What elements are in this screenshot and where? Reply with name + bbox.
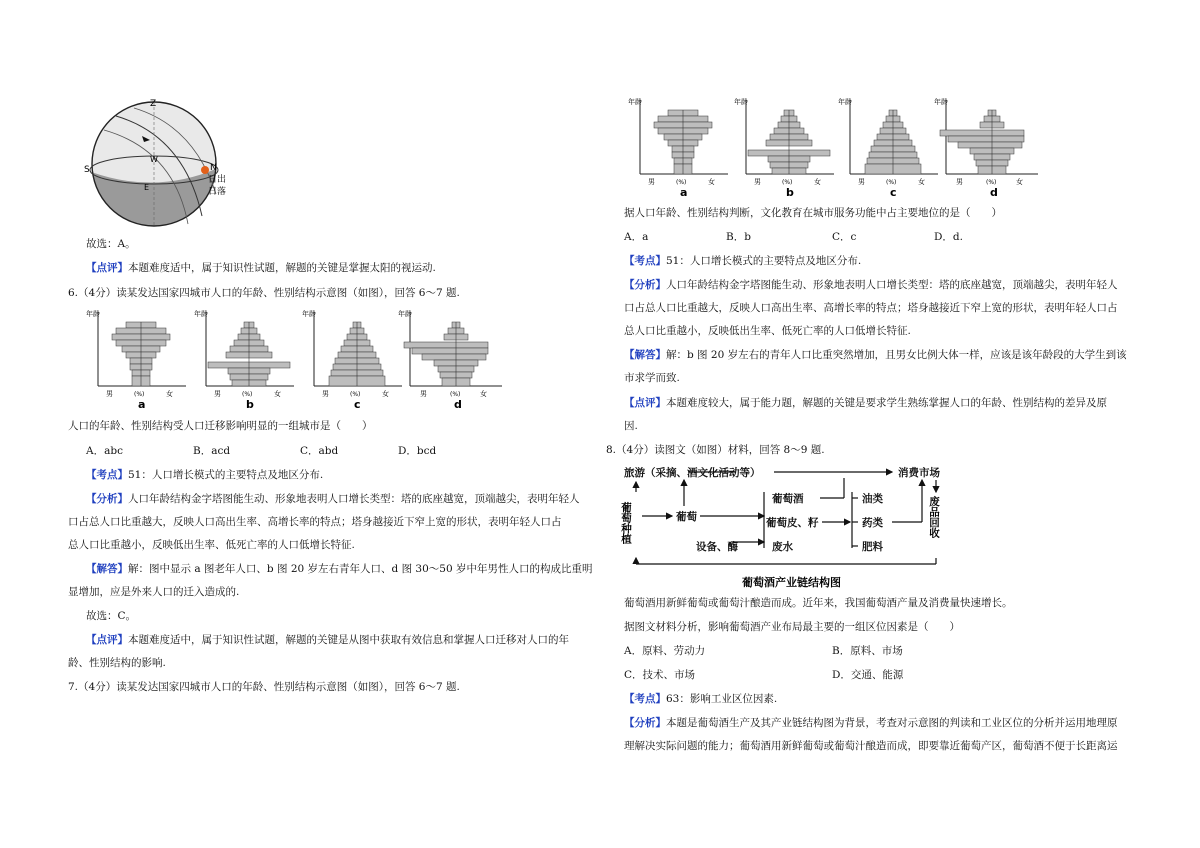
- svg-text:女: 女: [382, 390, 389, 398]
- svg-text:女: 女: [274, 390, 281, 398]
- q7-option-b: B．b: [726, 231, 751, 243]
- comment-tag: 【点评】: [624, 397, 666, 409]
- chain-wine: 葡萄酒: [772, 493, 804, 505]
- pyramid-c: [838, 97, 938, 199]
- svg-text:男: 男: [420, 390, 427, 398]
- svg-text:女: 女: [480, 390, 487, 398]
- q7-stem: 7.（4分）读某发达国家四城市人口的年龄、性别结构示意图（如图），回答 6～7 题.: [68, 681, 460, 693]
- q6-analysis-line-1: [86, 492, 580, 506]
- q6-option-a: A．abc: [86, 445, 123, 457]
- q7-solution-line-1: [624, 348, 1127, 362]
- pyramid-label-c: c: [890, 186, 897, 199]
- svg-text:(%): (%): [782, 179, 793, 186]
- wine-industry-chain-diagram: [620, 462, 954, 590]
- point-tag: 【考点】: [624, 693, 666, 705]
- comment-text: 本题难度较大，属于能力题，解题的关键是要求学生熟练掌握人口的年龄、性别结构的差异及原: [666, 397, 1107, 409]
- svg-text:(%): (%): [350, 391, 361, 398]
- q7-option-c: C．c: [832, 231, 857, 243]
- chain-market: 消费市场: [898, 467, 940, 479]
- comment-tag: 【点评】: [86, 262, 128, 274]
- q7-option-a: A．a: [624, 231, 649, 243]
- chain-planting: 葡萄种植: [620, 502, 632, 544]
- q6-comment-line-2: 龄、性别结构的影响.: [68, 657, 166, 669]
- q7-analysis-line-2: 口占总人口比重越大，反映人口高出生率、高增长率的特点；塔身越接近下窄上宽的形状，表明年轻人口占: [624, 302, 1118, 314]
- svg-text:男: 男: [106, 390, 113, 398]
- q8-point: [624, 692, 777, 706]
- q7-analysis-line-3: 总人口比重越小，反映低出生率、低死亡率的人口低增长特征.: [624, 325, 911, 337]
- analysis-tag: 【分析】: [624, 279, 666, 291]
- pyramid-label-a: a: [138, 398, 146, 411]
- q6-solution-line-1: [86, 562, 593, 576]
- q5-comment: [86, 261, 436, 275]
- pyramid-b: [734, 97, 834, 199]
- analysis-text: 人口年龄结构金字塔图能生动、形象地表明人口增长类型：塔的底座越宽，顶端越尖，表明年轻人: [128, 493, 580, 505]
- point-text: 51：人口增长模式的主要特点及地区分布.: [128, 469, 324, 481]
- svg-text:(%): (%): [986, 179, 997, 186]
- pyramid-d: [398, 309, 502, 411]
- q8-option-a: A．原料、劳动力: [624, 645, 706, 657]
- chain-title: 葡萄酒产业链结构图: [742, 576, 841, 589]
- sphere-label-n: N: [210, 163, 217, 173]
- svg-text:男: 男: [648, 178, 655, 186]
- point-tag: 【考点】: [624, 255, 666, 267]
- svg-text:(%): (%): [450, 391, 461, 398]
- svg-text:女: 女: [708, 178, 715, 186]
- pyramid-b: [194, 309, 294, 411]
- solution-text: 解：b 图 20 岁左右的青年人口比重突然增加，且男女比例大体一样，应该是该年龄段的大学生到该: [666, 349, 1127, 361]
- q7-option-d: D．d.: [934, 231, 963, 243]
- q6-option-c: C．abd: [300, 445, 339, 457]
- q6-analysis-line-3: 总人口比重越小，反映低出生率、低死亡率的人口低增长特征.: [68, 539, 355, 551]
- pyramid-c: [302, 309, 402, 411]
- q7-analysis-line-1: [624, 278, 1118, 292]
- svg-text:年龄: 年龄: [838, 98, 852, 106]
- q7-comment-line-1: [624, 396, 1107, 410]
- svg-text:年龄: 年龄: [302, 310, 316, 318]
- svg-text:男: 男: [322, 390, 329, 398]
- celestial-sphere-figure: [84, 96, 234, 230]
- q7-point: [624, 254, 861, 268]
- svg-text:年龄: 年龄: [398, 310, 412, 318]
- q8-option-b: B．原料、市场: [832, 645, 903, 657]
- sphere-label-e: E: [144, 183, 150, 192]
- q8-analysis-line-1: [624, 716, 1118, 730]
- q8-stem: 8.（4分）读图文（如图）材料，回答 8～9 题.: [606, 444, 825, 456]
- q6-option-b: B．acd: [193, 445, 231, 457]
- q6-comment-line-1: [86, 633, 569, 647]
- q8-option-c: C．技术、市场: [624, 669, 696, 681]
- svg-text:年龄: 年龄: [86, 310, 100, 318]
- q6-solution-line-2: 显增加，应是外来人口的迁入造成的.: [68, 586, 240, 598]
- solution-text: 解：图中显示 a 图老年人口、b 图 20 岁左右青年人口、d 图 30～50 岁中年男性人口的构成比重明: [128, 563, 593, 575]
- chain-return: 废品回收: [928, 496, 940, 538]
- svg-text:女: 女: [814, 178, 821, 186]
- svg-text:女: 女: [1016, 178, 1023, 186]
- q6-question: 人口的年龄、性别结构受人口迁移影响明显的一组城市是（ ）: [68, 420, 373, 432]
- point-text: 63：影响工业区位因素.: [666, 693, 778, 705]
- svg-text:(%): (%): [242, 391, 253, 398]
- sphere-label-w: W: [150, 155, 158, 164]
- chain-equipment: 设备、酶: [696, 541, 738, 553]
- q8-text-1: 葡萄酒用新鲜葡萄或葡萄汁酿造而成。近年来，我国葡萄酒产量及消费量快速增长。: [624, 597, 1013, 609]
- chain-fertilizer: 肥料: [862, 541, 883, 553]
- pyramid-label-d: d: [454, 398, 462, 411]
- pyramid-label-c: c: [354, 398, 361, 411]
- chain-waste: 废水: [772, 541, 793, 553]
- q5-answer: 故选：A。: [86, 238, 136, 250]
- svg-text:男: 男: [214, 390, 221, 398]
- q8-question: 据图文材料分析，影响葡萄酒产业布局最主要的一组区位因素是（ ）: [624, 621, 960, 633]
- analysis-tag: 【分析】: [86, 493, 128, 505]
- pyramid-a: [86, 309, 186, 411]
- svg-text:男: 男: [956, 178, 963, 186]
- q7-solution-line-2: 市求学而致.: [624, 372, 680, 384]
- pyramid-label-b: b: [786, 186, 794, 199]
- q7-question: 据人口年龄、性别结构判断，文化教育在城市服务功能中占主要地位的是（ ）: [624, 207, 1002, 219]
- sphere-label-sunset: 日落: [208, 187, 227, 197]
- svg-text:男: 男: [858, 178, 865, 186]
- solution-tag: 【解答】: [624, 349, 666, 361]
- pyramid-label-d: d: [990, 186, 998, 199]
- chain-residue: 葡萄皮、籽: [766, 517, 819, 529]
- chain-drug: 药类: [862, 517, 883, 529]
- analysis-tag: 【分析】: [624, 717, 666, 729]
- sphere-label-z: Z: [150, 99, 157, 109]
- comment-text: 本题难度适中，属于知识性试题，解题的关键是从图中获取有效信息和掌握人口迁移对人口的年: [128, 634, 569, 646]
- q6-option-d: D．bcd: [398, 445, 437, 457]
- svg-text:女: 女: [166, 390, 173, 398]
- svg-text:(%): (%): [886, 179, 897, 186]
- q6-point: [86, 468, 323, 482]
- pyramid-label-a: a: [680, 186, 688, 199]
- svg-text:男: 男: [754, 178, 761, 186]
- svg-text:(%): (%): [676, 179, 687, 186]
- point-tag: 【考点】: [86, 469, 128, 481]
- q6-analysis-line-2: 口占总人口比重越大，反映人口高出生率、高增长率的特点；塔身越接近下窄上宽的形状，表明年轻人口占: [68, 516, 562, 528]
- comment-tag: 【点评】: [86, 634, 128, 646]
- population-pyramids-left: [86, 308, 506, 412]
- chain-grape: 葡萄: [676, 511, 697, 523]
- chain-tourism: 旅游（采摘、酒文化活动等）: [624, 467, 761, 479]
- sphere-label-s: S: [84, 165, 90, 175]
- q7-comment-line-2: 因.: [624, 420, 638, 432]
- svg-text:(%): (%): [134, 391, 145, 398]
- population-pyramids-right: [628, 96, 1048, 200]
- solution-tag: 【解答】: [86, 563, 128, 575]
- pyramid-a: [628, 97, 728, 199]
- svg-text:女: 女: [918, 178, 925, 186]
- analysis-text: 人口年龄结构金字塔图能生动、形象地表明人口增长类型：塔的底座越宽，顶端越尖，表明年轻人: [666, 279, 1118, 291]
- q8-analysis-line-2: 理解决实际问题的能力；葡萄酒用新鲜葡萄或葡萄汁酿造而成，即要靠近葡萄产区，葡萄酒不便于长距离运: [624, 740, 1118, 752]
- svg-text:年龄: 年龄: [734, 98, 748, 106]
- point-text: 51：人口增长模式的主要特点及地区分布.: [666, 255, 862, 267]
- comment-text: 本题难度适中，属于知识性试题，解题的关键是掌握太阳的视运动.: [128, 262, 436, 274]
- svg-text:年龄: 年龄: [194, 310, 208, 318]
- q8-option-d: D．交通、能源: [832, 669, 904, 681]
- pyramid-d: [934, 97, 1038, 199]
- svg-text:年龄: 年龄: [628, 98, 642, 106]
- sphere-label-sunrise: 日出: [208, 175, 227, 185]
- pyramid-label-b: b: [246, 398, 254, 411]
- q6-answer: 故选：C。: [86, 610, 137, 622]
- chain-oil: 油类: [862, 493, 883, 505]
- q6-stem: 6.（4分）读某发达国家四城市人口的年龄、性别结构示意图（如图），回答 6～7 题.: [68, 287, 460, 299]
- analysis-text: 本题是葡萄酒生产及其产业链结构图为背景，考查对示意图的判读和工业区位的分析并运用地理原: [666, 717, 1118, 729]
- svg-text:年龄: 年龄: [934, 98, 948, 106]
